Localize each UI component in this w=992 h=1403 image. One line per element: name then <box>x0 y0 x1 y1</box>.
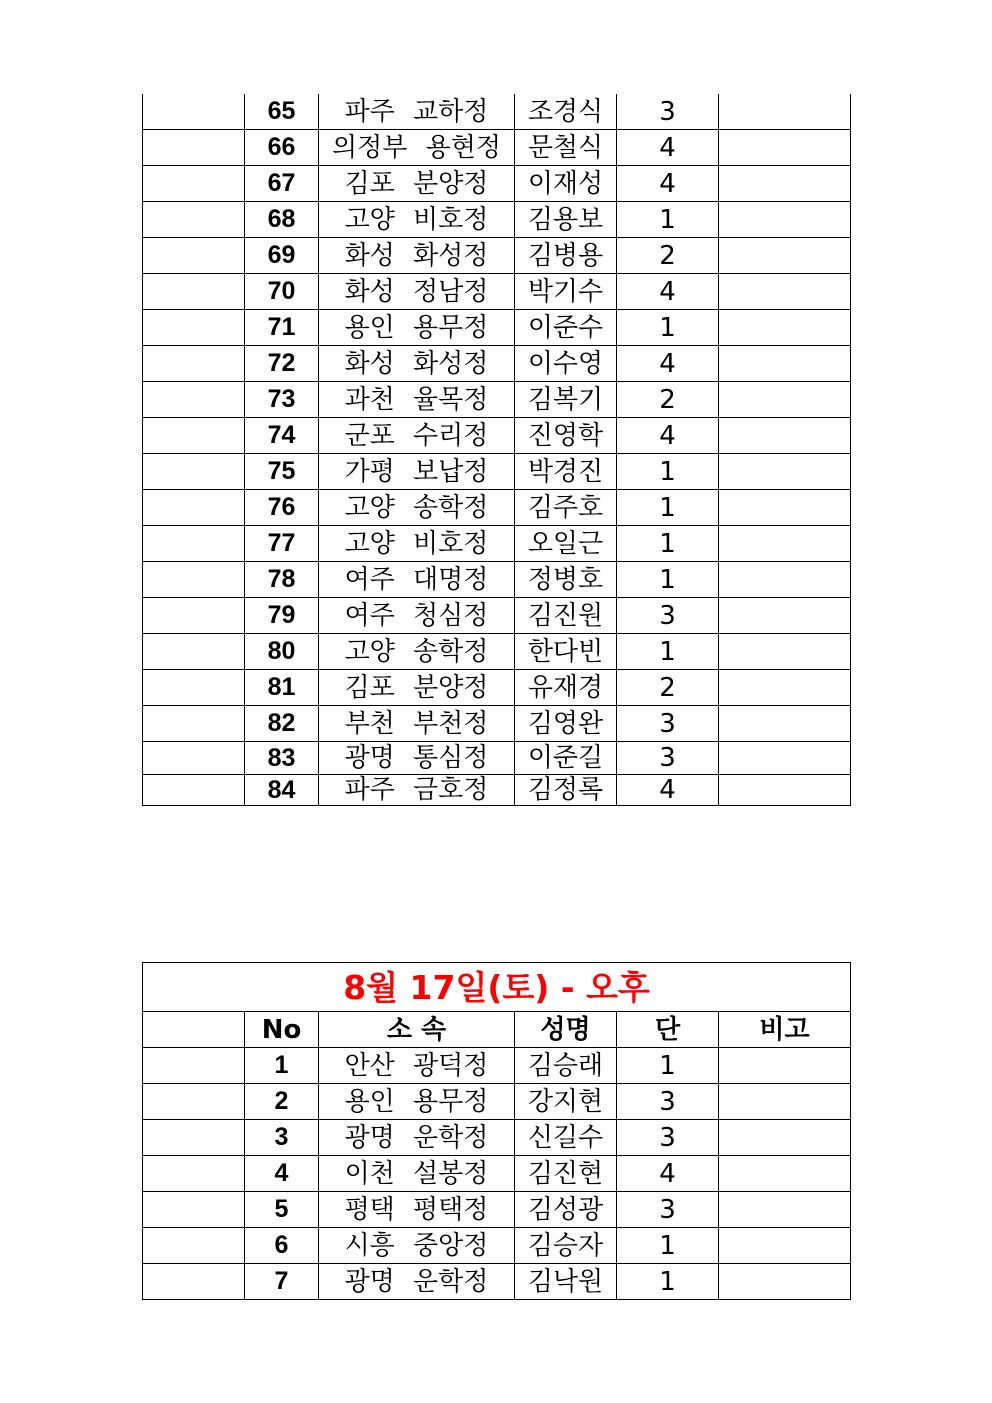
name-cell: 문철식 <box>515 130 617 166</box>
no-cell: 69 <box>245 238 319 274</box>
name-cell: 조경식 <box>515 94 617 130</box>
affiliation-cell: 용인 용무정 <box>319 1084 515 1120</box>
remark-cell <box>719 742 851 775</box>
blank-cell <box>143 238 245 274</box>
affiliation-cell: 광명 운학정 <box>319 1120 515 1156</box>
name-cell: 진영학 <box>515 418 617 454</box>
remark-cell <box>719 310 851 346</box>
table-row <box>143 382 851 418</box>
blank-cell <box>143 526 245 562</box>
dan-cell: 4 <box>617 1156 719 1192</box>
dan-cell: 1 <box>617 562 719 598</box>
remark-cell <box>719 166 851 202</box>
dan-cell: 2 <box>617 238 719 274</box>
no-cell: 6 <box>245 1228 319 1264</box>
name-cell: 박경진 <box>515 454 617 490</box>
blank-cell <box>143 1120 245 1156</box>
blank-cell <box>143 346 245 382</box>
table-row <box>143 706 851 742</box>
table-row <box>143 1228 851 1264</box>
affiliation-cell: 광명 통심정 <box>319 742 515 775</box>
affiliation-cell: 평택 평택정 <box>319 1192 515 1228</box>
header-name: 성명 <box>515 1012 617 1048</box>
affiliation-cell: 용인 용무정 <box>319 310 515 346</box>
blank-cell <box>143 274 245 310</box>
remark-cell <box>719 1120 851 1156</box>
blank-cell <box>143 1084 245 1120</box>
blank-cell <box>143 775 245 806</box>
no-cell: 75 <box>245 454 319 490</box>
no-cell: 73 <box>245 382 319 418</box>
no-cell: 72 <box>245 346 319 382</box>
no-cell: 3 <box>245 1120 319 1156</box>
table-header-row <box>143 1012 851 1048</box>
dan-cell: 3 <box>617 1120 719 1156</box>
remark-cell <box>719 1084 851 1120</box>
affiliation-cell: 시흥 중앙정 <box>319 1228 515 1264</box>
remark-cell <box>719 238 851 274</box>
blank-cell <box>143 634 245 670</box>
table-row <box>143 202 851 238</box>
affiliation-cell: 파주 교하정 <box>319 94 515 130</box>
name-cell: 오일근 <box>515 526 617 562</box>
dan-cell: 3 <box>617 598 719 634</box>
table-row <box>143 670 851 706</box>
header-affiliation: 소 속 <box>319 1012 515 1048</box>
blank-cell <box>143 418 245 454</box>
table-row <box>143 775 851 806</box>
remark-cell <box>719 130 851 166</box>
table-row <box>143 742 851 775</box>
name-cell: 김병용 <box>515 238 617 274</box>
remark-cell <box>719 418 851 454</box>
name-cell: 김승래 <box>515 1048 617 1084</box>
table-row <box>143 238 851 274</box>
name-cell: 김복기 <box>515 382 617 418</box>
blank-cell <box>143 166 245 202</box>
header-remark: 비고 <box>719 1012 851 1048</box>
remark-cell <box>719 526 851 562</box>
header-dan: 단 <box>617 1012 719 1048</box>
name-cell: 김진현 <box>515 1156 617 1192</box>
no-cell: 65 <box>245 94 319 130</box>
table-row <box>143 598 851 634</box>
table-row <box>143 418 851 454</box>
remark-cell <box>719 562 851 598</box>
dan-cell: 1 <box>617 454 719 490</box>
blank-cell <box>143 562 245 598</box>
no-cell: 68 <box>245 202 319 238</box>
remark-cell <box>719 1156 851 1192</box>
blank-cell <box>143 490 245 526</box>
no-cell: 74 <box>245 418 319 454</box>
no-cell: 80 <box>245 634 319 670</box>
name-cell: 김정록 <box>515 775 617 806</box>
affiliation-cell: 화성 화성정 <box>319 238 515 274</box>
affiliation-cell: 여주 대명정 <box>319 562 515 598</box>
remark-cell <box>719 1228 851 1264</box>
no-cell: 82 <box>245 706 319 742</box>
participant-table-continued <box>142 94 851 806</box>
no-cell: 66 <box>245 130 319 166</box>
dan-cell: 3 <box>617 706 719 742</box>
affiliation-cell: 김포 분양정 <box>319 670 515 706</box>
remark-cell <box>719 670 851 706</box>
no-cell: 7 <box>245 1264 319 1300</box>
table-row <box>143 130 851 166</box>
table-row <box>143 1156 851 1192</box>
no-cell: 5 <box>245 1192 319 1228</box>
dan-cell: 1 <box>617 634 719 670</box>
name-cell: 이준길 <box>515 742 617 775</box>
blank-cell <box>143 1048 245 1084</box>
name-cell: 이준수 <box>515 310 617 346</box>
remark-cell <box>719 1192 851 1228</box>
dan-cell: 3 <box>617 742 719 775</box>
name-cell: 정병호 <box>515 562 617 598</box>
no-cell: 77 <box>245 526 319 562</box>
no-cell: 81 <box>245 670 319 706</box>
remark-cell <box>719 94 851 130</box>
dan-cell: 4 <box>617 166 719 202</box>
name-cell: 박기수 <box>515 274 617 310</box>
no-cell: 4 <box>245 1156 319 1192</box>
affiliation-cell: 여주 청심정 <box>319 598 515 634</box>
table-row <box>143 1120 851 1156</box>
name-cell: 김영완 <box>515 706 617 742</box>
no-cell: 83 <box>245 742 319 775</box>
dan-cell: 1 <box>617 202 719 238</box>
affiliation-cell: 화성 화성정 <box>319 346 515 382</box>
name-cell: 김진원 <box>515 598 617 634</box>
remark-cell <box>719 202 851 238</box>
remark-cell <box>719 1264 851 1300</box>
table-row <box>143 562 851 598</box>
dan-cell: 1 <box>617 1228 719 1264</box>
affiliation-cell: 고양 비호정 <box>319 526 515 562</box>
affiliation-cell: 안산 광덕정 <box>319 1048 515 1084</box>
table-body <box>143 94 851 806</box>
dan-cell: 1 <box>617 1264 719 1300</box>
no-cell: 71 <box>245 310 319 346</box>
blank-cell <box>143 706 245 742</box>
affiliation-cell: 광명 운학정 <box>319 1264 515 1300</box>
dan-cell: 4 <box>617 418 719 454</box>
remark-cell <box>719 1048 851 1084</box>
no-cell: 2 <box>245 1084 319 1120</box>
blank-header-cell <box>143 1012 245 1048</box>
remark-cell <box>719 598 851 634</box>
participant-table-afternoon <box>142 962 851 1300</box>
affiliation-cell: 파주 금호정 <box>319 775 515 806</box>
name-cell: 유재경 <box>515 670 617 706</box>
blank-cell <box>143 94 245 130</box>
remark-cell <box>719 274 851 310</box>
affiliation-cell: 의정부 용현정 <box>319 130 515 166</box>
name-cell: 이재성 <box>515 166 617 202</box>
dan-cell: 3 <box>617 94 719 130</box>
affiliation-cell: 군포 수리정 <box>319 418 515 454</box>
affiliation-cell: 이천 설봉정 <box>319 1156 515 1192</box>
dan-cell: 2 <box>617 382 719 418</box>
table-row <box>143 310 851 346</box>
name-cell: 김주호 <box>515 490 617 526</box>
table-row <box>143 490 851 526</box>
name-cell: 강지현 <box>515 1084 617 1120</box>
remark-cell <box>719 382 851 418</box>
affiliation-cell: 과천 율목정 <box>319 382 515 418</box>
dan-cell: 2 <box>617 670 719 706</box>
blank-cell <box>143 742 245 775</box>
affiliation-cell: 화성 정남정 <box>319 274 515 310</box>
table-body <box>143 1048 851 1300</box>
no-cell: 70 <box>245 274 319 310</box>
affiliation-cell: 김포 분양정 <box>319 166 515 202</box>
table-row <box>143 166 851 202</box>
name-cell: 한다빈 <box>515 634 617 670</box>
name-cell: 이수영 <box>515 346 617 382</box>
name-cell: 김승자 <box>515 1228 617 1264</box>
table-row <box>143 1084 851 1120</box>
blank-cell <box>143 310 245 346</box>
dan-cell: 1 <box>617 310 719 346</box>
no-cell: 76 <box>245 490 319 526</box>
remark-cell <box>719 346 851 382</box>
no-cell: 79 <box>245 598 319 634</box>
no-cell: 78 <box>245 562 319 598</box>
dan-cell: 4 <box>617 775 719 806</box>
remark-cell <box>719 454 851 490</box>
table-row <box>143 454 851 490</box>
name-cell: 신길수 <box>515 1120 617 1156</box>
dan-cell: 4 <box>617 346 719 382</box>
remark-cell <box>719 490 851 526</box>
blank-cell <box>143 670 245 706</box>
blank-cell <box>143 1156 245 1192</box>
dan-cell: 4 <box>617 130 719 166</box>
table-row <box>143 1264 851 1300</box>
session-title: 8월 17일(토) - 오후 <box>143 963 851 1012</box>
blank-cell <box>143 1228 245 1264</box>
blank-cell <box>143 130 245 166</box>
table-row <box>143 346 851 382</box>
affiliation-cell: 가평 보납정 <box>319 454 515 490</box>
no-cell: 67 <box>245 166 319 202</box>
table-row <box>143 94 851 130</box>
dan-cell: 3 <box>617 1192 719 1228</box>
dan-cell: 1 <box>617 490 719 526</box>
name-cell: 김용보 <box>515 202 617 238</box>
table-row <box>143 274 851 310</box>
remark-cell <box>719 706 851 742</box>
blank-cell <box>143 1264 245 1300</box>
table-row <box>143 526 851 562</box>
table-row <box>143 1048 851 1084</box>
remark-cell <box>719 634 851 670</box>
affiliation-cell: 고양 송학정 <box>319 634 515 670</box>
affiliation-cell: 부천 부천정 <box>319 706 515 742</box>
table-title-row <box>143 963 851 1012</box>
affiliation-cell: 고양 비호정 <box>319 202 515 238</box>
blank-cell <box>143 1192 245 1228</box>
dan-cell: 4 <box>617 274 719 310</box>
blank-cell <box>143 454 245 490</box>
blank-cell <box>143 202 245 238</box>
no-cell: 84 <box>245 775 319 806</box>
table-row <box>143 634 851 670</box>
blank-cell <box>143 598 245 634</box>
name-cell: 김성광 <box>515 1192 617 1228</box>
blank-cell <box>143 382 245 418</box>
remark-cell <box>719 775 851 806</box>
dan-cell: 1 <box>617 1048 719 1084</box>
dan-cell: 3 <box>617 1084 719 1120</box>
affiliation-cell: 고양 송학정 <box>319 490 515 526</box>
name-cell: 김낙원 <box>515 1264 617 1300</box>
table-row <box>143 1192 851 1228</box>
dan-cell: 1 <box>617 526 719 562</box>
no-cell: 1 <box>245 1048 319 1084</box>
header-no: No <box>245 1012 319 1048</box>
